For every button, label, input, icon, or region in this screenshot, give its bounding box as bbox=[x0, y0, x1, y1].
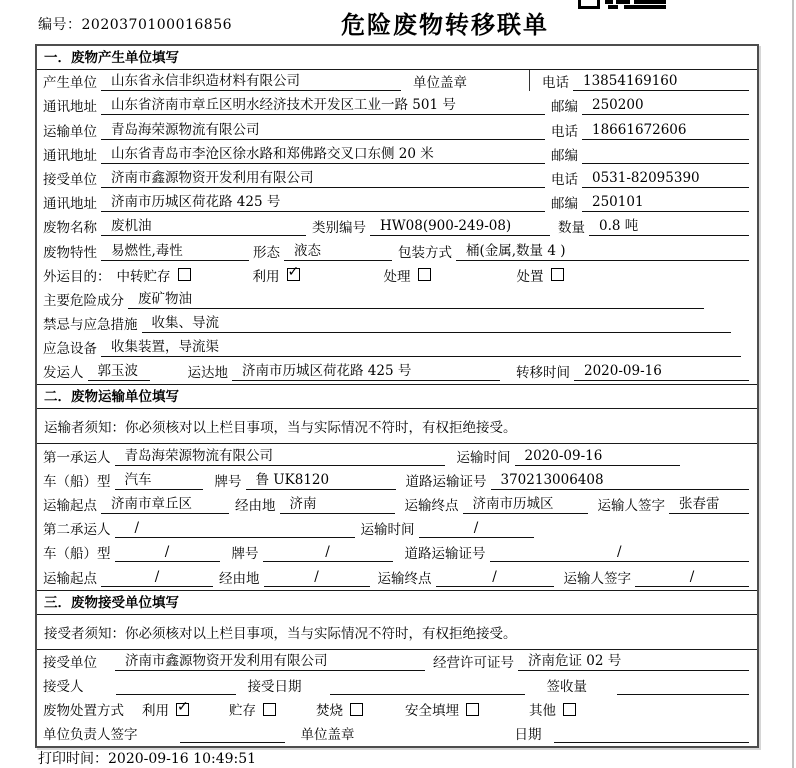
field-value: 济南危证 02 号 bbox=[518, 649, 749, 671]
checkbox-label: 处理 bbox=[383, 268, 411, 285]
checkbox-icon bbox=[563, 703, 576, 716]
form-row-consignor bbox=[37, 360, 757, 384]
doc-number-value: 2020370100016856 bbox=[81, 17, 233, 33]
field-value: 青岛海荣源物流有限公司 bbox=[115, 444, 445, 466]
field-value bbox=[617, 693, 749, 695]
form-row-signatures bbox=[37, 722, 757, 746]
field-value: 张春雷 bbox=[669, 492, 749, 514]
checkbox-option bbox=[229, 699, 276, 719]
field-value: 桶(金属,数量 4 ) bbox=[456, 239, 749, 261]
field-value: 250101 bbox=[582, 194, 749, 212]
checkbox-icon bbox=[287, 268, 300, 281]
field-value: 收集、导流 bbox=[142, 311, 732, 333]
page-edge-line bbox=[792, 0, 794, 768]
field-label: 单位负责人签字 bbox=[43, 727, 138, 744]
form-row-accept-unit bbox=[37, 650, 757, 674]
field-label: 第一承运人 bbox=[43, 449, 111, 466]
form-row-producer bbox=[37, 70, 757, 94]
field-label: 通讯地址 bbox=[43, 99, 97, 116]
form-row-receiver bbox=[37, 167, 757, 191]
field-value: / bbox=[635, 569, 749, 587]
form-row-transporter bbox=[37, 118, 757, 142]
section2-heading: 二．废物运输单位填写 bbox=[37, 384, 757, 409]
checkbox-option bbox=[405, 699, 479, 719]
field-value: 济南市历城区荷花路 425 号 bbox=[232, 359, 500, 381]
field-label: 签收量 bbox=[546, 678, 587, 695]
field-label: 运输终点 bbox=[404, 498, 459, 514]
checkbox-option bbox=[529, 699, 576, 719]
form-row-vehicle1 bbox=[37, 469, 757, 493]
print-time-value: 2020-09-16 10:49:51 bbox=[108, 751, 257, 767]
field-label: 废物特性 bbox=[43, 244, 97, 261]
field-label: 电话 bbox=[542, 75, 569, 92]
field-label: 牌号 bbox=[214, 473, 242, 490]
checkbox-icon bbox=[466, 703, 479, 716]
field-label: 第二承运人 bbox=[43, 522, 111, 539]
field-label: 接受单位 bbox=[43, 171, 97, 188]
print-time-label: 打印时间： bbox=[38, 751, 108, 767]
field-label: 经由地 bbox=[235, 498, 276, 514]
field-value: 青岛海荣源物流有限公司 bbox=[101, 118, 545, 140]
checkbox-icon bbox=[176, 703, 189, 716]
field-label: 邮编 bbox=[551, 147, 578, 164]
field-label: 车（船）型 bbox=[43, 473, 111, 490]
field-value: 济南市历城区荷花路 425 号 bbox=[101, 190, 545, 212]
field-label: 电话 bbox=[551, 123, 578, 140]
field-value: 济南市历城区 bbox=[463, 492, 588, 514]
field-label: 转移时间 bbox=[516, 365, 570, 382]
checkbox-label: 贮存 bbox=[229, 703, 256, 720]
field-label: 运输人签字 bbox=[597, 498, 665, 514]
checkbox-option bbox=[384, 265, 431, 285]
doc-number bbox=[38, 14, 232, 34]
field-label: 道路运输证号 bbox=[405, 473, 487, 490]
field-label: 单位盖章 bbox=[300, 727, 355, 744]
field-label: 运输人签字 bbox=[563, 570, 631, 587]
field-value: 山东省济南市章丘区明水经济技术开发区工业一路 501 号 bbox=[101, 93, 545, 115]
field-value: 液态 bbox=[284, 239, 392, 261]
print-time bbox=[38, 748, 256, 768]
field-label: 禁忌与应急措施 bbox=[43, 317, 138, 334]
field-value: 鲁 UK8120 bbox=[246, 468, 396, 490]
checkbox-label: 利用 bbox=[252, 268, 280, 285]
field-value: 370213006408 bbox=[491, 472, 750, 490]
form-row-route2 bbox=[37, 565, 757, 589]
checkbox-option bbox=[253, 265, 300, 285]
field-label: 运输起点 bbox=[43, 498, 97, 514]
field-value: / bbox=[264, 569, 370, 587]
field-value bbox=[330, 693, 525, 695]
form-row-transporter-address bbox=[37, 143, 757, 167]
field-value: 易燃性,毒性 bbox=[101, 239, 249, 261]
form-row-emergency-equipment bbox=[37, 336, 757, 360]
form-row-waste-traits bbox=[37, 239, 757, 263]
field-value: / bbox=[436, 569, 554, 587]
field-label: 接受人 bbox=[43, 678, 84, 695]
section3-heading: 三．废物接受单位填写 bbox=[37, 590, 757, 615]
field-label: 运输起点 bbox=[43, 570, 97, 587]
field-label: 废物名称 bbox=[43, 220, 97, 237]
field-value: 济南市鑫源物资开发利用有限公司 bbox=[115, 649, 425, 671]
field-label: 主要危险成分 bbox=[43, 292, 124, 309]
transfer-form-table bbox=[35, 44, 759, 748]
field-label: 运输单位 bbox=[43, 123, 97, 140]
form-row-second-carrier bbox=[37, 517, 757, 541]
section3-notice: 接受者须知：你必须核对以上栏目事项，当与实际情况不符时，有权拒绝接受。 bbox=[37, 615, 757, 650]
field-label: 车（船）型 bbox=[43, 546, 111, 563]
field-label: 运输时间 bbox=[360, 522, 415, 539]
form-row-producer-address bbox=[37, 94, 757, 118]
section2-notice: 运输者须知：你必须核对以上栏目事项，当与实际情况不符时，有权拒绝接受。 bbox=[37, 409, 757, 444]
checkbox-label: 中转贮存 bbox=[116, 268, 171, 285]
checkbox-icon bbox=[178, 268, 191, 281]
field-value bbox=[554, 741, 750, 743]
field-value: 250200 bbox=[582, 97, 749, 115]
field-label: 邮编 bbox=[551, 196, 578, 213]
field-label: 外运目的： bbox=[43, 268, 111, 285]
form-row-receiver-address bbox=[37, 191, 757, 215]
field-label: 接受日期 bbox=[247, 678, 302, 695]
field-label: 经由地 bbox=[219, 570, 260, 587]
field-value: / bbox=[115, 520, 355, 538]
field-value: 收集装置，导流渠 bbox=[101, 335, 741, 357]
field-value: 13854169160 bbox=[573, 73, 749, 91]
form-row-transfer-purpose bbox=[37, 264, 757, 288]
field-label: 道路运输证号 bbox=[404, 546, 486, 563]
checkbox-label: 处置 bbox=[516, 268, 544, 285]
field-value bbox=[116, 693, 236, 695]
field-value: / bbox=[419, 520, 534, 538]
field-value: 0.8 吨 bbox=[589, 214, 749, 236]
form-row-main-hazard bbox=[37, 288, 757, 312]
section1-heading: 一．废物产生单位填写 bbox=[37, 46, 757, 70]
checkbox-icon bbox=[350, 703, 363, 716]
field-value: 废机油 bbox=[101, 214, 306, 236]
checkbox-label: 焚烧 bbox=[316, 703, 343, 720]
field-value bbox=[582, 162, 749, 164]
field-label: 发运人 bbox=[43, 365, 84, 382]
field-label: 运达地 bbox=[187, 365, 228, 382]
cell-divider bbox=[529, 70, 530, 91]
field-label: 数量 bbox=[558, 220, 585, 237]
field-label: 类别编号 bbox=[312, 220, 366, 237]
field-value: 2020-09-16 bbox=[574, 363, 749, 381]
field-label: 运输时间 bbox=[456, 449, 511, 466]
field-label: 邮编 bbox=[551, 99, 578, 116]
form-row-waste-name bbox=[37, 215, 757, 239]
doc-number-label: 编号： bbox=[38, 17, 82, 33]
checkbox-label: 其他 bbox=[529, 703, 556, 720]
form-row-disposal-method bbox=[37, 698, 757, 722]
field-value: 济南市鑫源物资开发利用有限公司 bbox=[101, 166, 545, 188]
field-label: 形态 bbox=[253, 244, 280, 261]
field-value: 山东省青岛市李沧区徐水路和郑佛路交叉口东侧 20 米 bbox=[101, 142, 545, 164]
field-label: 电话 bbox=[551, 171, 578, 188]
checkbox-icon bbox=[418, 268, 431, 281]
field-value: 废矿物油 bbox=[128, 287, 704, 309]
field-label: 经营许可证号 bbox=[433, 654, 514, 671]
field-label: 运输终点 bbox=[377, 570, 432, 587]
field-value: 2020-09-16 bbox=[515, 448, 680, 466]
form-row-route1 bbox=[37, 493, 757, 517]
doc-title: 危险废物转移联单 bbox=[341, 11, 549, 39]
field-label: 牌号 bbox=[231, 546, 259, 563]
field-label: 单位盖章 bbox=[413, 75, 467, 92]
field-label: 通讯地址 bbox=[43, 196, 97, 213]
field-value: 0531-82095390 bbox=[582, 170, 749, 188]
field-value: 济南 bbox=[280, 492, 395, 514]
field-label: 日期 bbox=[514, 727, 542, 744]
field-value: / bbox=[263, 544, 393, 562]
field-label: 包装方式 bbox=[398, 244, 452, 261]
field-value: / bbox=[115, 544, 220, 562]
checkbox-option bbox=[517, 265, 564, 285]
form-row-first-carrier bbox=[37, 444, 757, 468]
checkbox-option bbox=[142, 699, 189, 719]
form-row-accept-person bbox=[37, 674, 757, 698]
field-label: 通讯地址 bbox=[43, 147, 97, 164]
field-value: 郭玉波 bbox=[88, 359, 150, 381]
field-value: 18661672606 bbox=[582, 122, 749, 140]
checkbox-option bbox=[316, 699, 363, 719]
field-value: HW08(900-249-08) bbox=[370, 218, 550, 236]
form-row-vehicle2 bbox=[37, 541, 757, 565]
field-value bbox=[180, 741, 285, 743]
field-label: 废物处置方式 bbox=[43, 703, 124, 720]
field-label: 应急设备 bbox=[43, 341, 97, 358]
field-label: 产生单位 bbox=[43, 75, 97, 92]
checkbox-label: 安全填埋 bbox=[405, 703, 459, 720]
checkbox-label: 利用 bbox=[142, 703, 169, 720]
checkbox-icon bbox=[263, 703, 276, 716]
checkbox-icon bbox=[551, 268, 564, 281]
field-value: 汽车 bbox=[115, 468, 203, 490]
checkbox-option bbox=[117, 265, 191, 285]
form-row-emergency-measures bbox=[37, 312, 757, 336]
field-value: 山东省永信非织造材料有限公司 bbox=[101, 69, 401, 91]
field-label: 接受单位 bbox=[43, 654, 97, 671]
field-value: / bbox=[490, 544, 750, 562]
field-value: / bbox=[101, 569, 213, 587]
qr-code-fragment bbox=[578, 0, 668, 9]
field-value: 济南市章丘区 bbox=[101, 492, 229, 514]
